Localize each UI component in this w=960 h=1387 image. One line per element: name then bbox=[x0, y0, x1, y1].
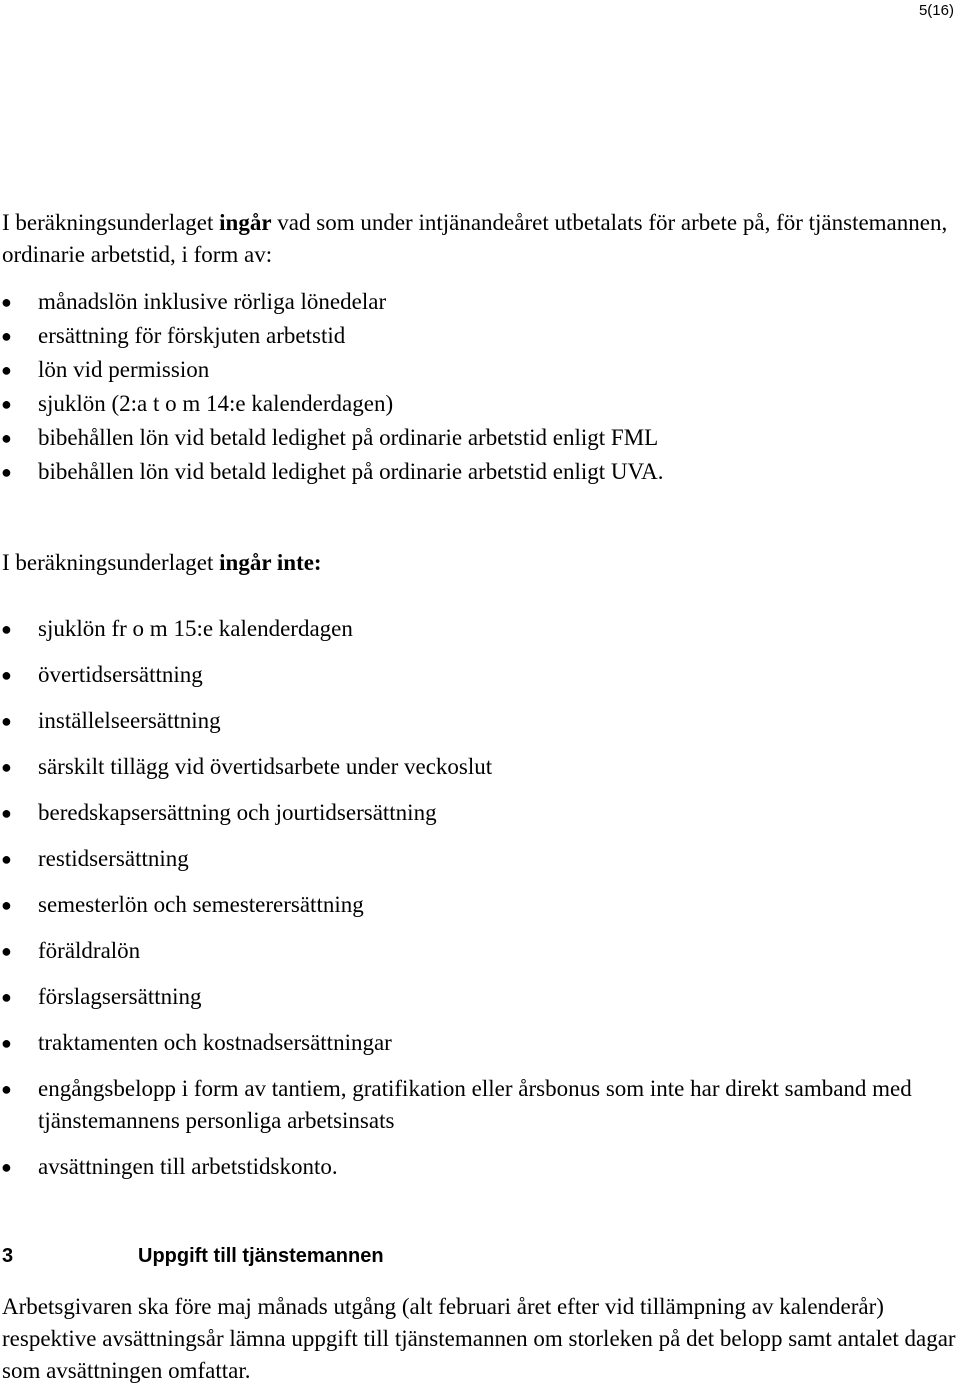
section-number: 3 bbox=[2, 1245, 14, 1267]
bullet-icon: ● bbox=[1, 326, 12, 346]
closing-paragraph: Arbetsgivaren ska före maj månads utgång (alt februari året efter vid tillämpning av kalenderår) respektive avsättningsår lämna uppgift till tjänstemannen om storleken på det belopp samt antalet dagar som avsättningen omfattar. bbox=[2, 1294, 956, 1383]
bullet-icon: ● bbox=[1, 941, 12, 961]
bullet-icon: ● bbox=[1, 428, 12, 448]
list-item bbox=[0, 319, 950, 353]
bullet-icon: ● bbox=[1, 987, 12, 1007]
intro-text: I beräkningsunderlaget bbox=[2, 210, 220, 235]
list-item-text: semesterlön och semesterersättning bbox=[38, 892, 364, 917]
list-item-text: lön vid permission bbox=[38, 357, 210, 382]
list-item-text: föräldralön bbox=[38, 938, 141, 963]
list-item bbox=[0, 797, 950, 829]
list-item bbox=[0, 285, 950, 319]
list-item-text: övertidsersättning bbox=[38, 662, 203, 687]
list-item bbox=[0, 981, 950, 1013]
list-item bbox=[0, 353, 950, 387]
list-item-text: restidsersättning bbox=[38, 846, 189, 871]
list-item-text: ersättning för förskjuten arbetstid bbox=[38, 323, 346, 348]
list-item bbox=[0, 659, 950, 691]
list-item bbox=[0, 705, 950, 737]
list-item bbox=[0, 843, 950, 875]
list-item bbox=[0, 1027, 950, 1059]
excluded-intro-paragraph bbox=[2, 547, 960, 579]
list-item bbox=[0, 935, 950, 967]
bullet-icon: ● bbox=[1, 665, 12, 685]
bullet-icon: ● bbox=[1, 1157, 12, 1177]
list-item-text: inställelseersättning bbox=[38, 708, 221, 733]
bullet-icon: ● bbox=[1, 895, 12, 915]
list-item-text: traktamenten och kostnadsersättningar bbox=[38, 1030, 392, 1055]
excluded-intro-bold-text: ingår inte: bbox=[219, 550, 322, 575]
bullet-icon: ● bbox=[1, 849, 12, 869]
included-items-list bbox=[0, 285, 950, 489]
bullet-icon: ● bbox=[1, 803, 12, 823]
bullet-icon: ● bbox=[1, 394, 12, 414]
list-item-text: särskilt tillägg vid övertidsarbete under veckoslut bbox=[38, 754, 493, 779]
bullet-icon: ● bbox=[1, 360, 12, 380]
page-number: 5(16) bbox=[918, 2, 954, 19]
intro-bold-text: ingår bbox=[219, 210, 272, 235]
list-item-text: månadslön inklusive rörliga lönedelar bbox=[38, 289, 387, 314]
intro-text-rest: vad som under intjänandeåret utbetalats för arbete på, för tjänstemannen, ordinarie arbetstid, i form av: bbox=[2, 210, 948, 267]
list-item bbox=[0, 1073, 950, 1137]
bullet-icon: ● bbox=[1, 1033, 12, 1053]
bullet-icon: ● bbox=[1, 711, 12, 731]
bullet-icon: ● bbox=[1, 1079, 12, 1099]
bullet-icon: ● bbox=[1, 619, 12, 639]
list-item-text: bibehållen lön vid betald ledighet på ordinarie arbetstid enligt UVA. bbox=[38, 459, 664, 484]
list-item bbox=[0, 421, 950, 455]
excluded-intro-text: I beräkningsunderlaget bbox=[2, 550, 220, 575]
list-item-text: sjuklön fr o m 15:e kalenderdagen bbox=[38, 616, 353, 641]
list-item-text: avsättningen till arbetstidskonto. bbox=[38, 1154, 338, 1179]
list-item bbox=[0, 387, 950, 421]
bullet-icon: ● bbox=[1, 757, 12, 777]
bullet-icon: ● bbox=[1, 292, 12, 312]
list-item bbox=[0, 613, 950, 645]
intro-paragraph bbox=[2, 207, 960, 271]
bullet-icon: ● bbox=[1, 462, 12, 482]
list-item-text: sjuklön (2:a t o m 14:e kalenderdagen) bbox=[38, 391, 394, 416]
list-item-text: engångsbelopp i form av tantiem, gratifikation eller årsbonus som inte har direkt samband med tjänstemannens personliga arbetsinsats bbox=[38, 1076, 912, 1133]
list-item-text: bibehållen lön vid betald ledighet på ordinarie arbetstid enligt FML bbox=[38, 425, 659, 450]
list-item bbox=[0, 889, 950, 921]
list-item bbox=[0, 751, 950, 783]
list-item-text: beredskapsersättning och jourtidsersättning bbox=[38, 800, 437, 825]
list-item bbox=[0, 455, 950, 489]
section-heading bbox=[2, 1245, 384, 1268]
excluded-items-list bbox=[0, 613, 950, 1197]
list-item-text: förslagsersättning bbox=[38, 984, 202, 1009]
list-item bbox=[0, 1151, 950, 1183]
section-title: Uppgift till tjänstemannen bbox=[138, 1245, 384, 1267]
